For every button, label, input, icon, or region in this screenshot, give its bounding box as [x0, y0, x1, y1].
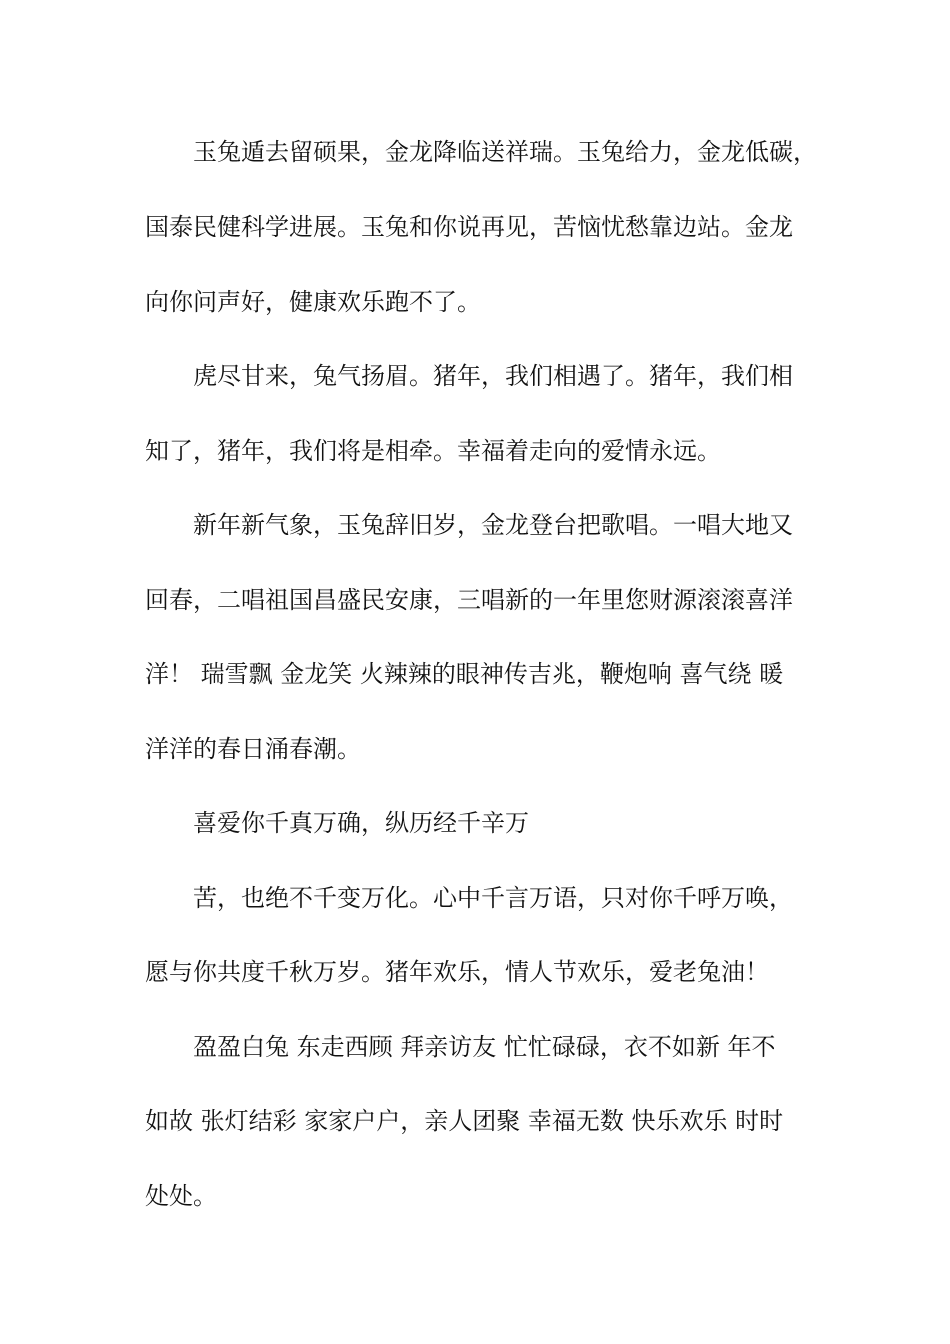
text-line-2: 国泰民健科学进展。玉兔和你说再见，苦恼忧愁靠边站。金龙	[145, 213, 793, 241]
text-line-14: 如故 张灯结彩 家家户户，亲人团聚 幸福无数 快乐欢乐 时时	[145, 1107, 784, 1135]
text-line-8: 洋！ 瑞雪飘 金龙笑 火辣辣的眼神传吉兆，鞭炮响 喜气绕 暖	[145, 660, 784, 688]
text-line-4: 虎尽甘来，兔气扬眉。猪年，我们相遇了。猪年，我们相	[193, 362, 793, 390]
text-line-13: 盈盈白兔 东走西顾 拜亲访友 忙忙碌碌，衣不如新 年不	[193, 1033, 776, 1061]
text-line-11: 苦，也绝不千变万化。心中千言万语，只对你千呼万唤，	[193, 884, 793, 912]
text-line-12: 愿与你共度千秋万岁。猪年欢乐，情人节欢乐，爱老兔油！	[145, 958, 769, 986]
text-line-3: 向你问声好，健康欢乐跑不了。	[145, 288, 481, 316]
text-line-5: 知了，猪年，我们将是相牵。幸福着走向的爱情永远。	[145, 437, 721, 465]
text-line-7: 回春，二唱祖国昌盛民安康，三唱新的一年里您财源滚滚喜洋	[145, 586, 793, 614]
text-line-10: 喜爱你千真万确，纵历经千辛万	[193, 809, 529, 837]
text-line-1: 玉兔遁去留硕果，金龙降临送祥瑞。玉兔给力，金龙低碳，	[193, 138, 817, 166]
text-line-9: 洋洋的春日涌春潮。	[145, 735, 361, 763]
text-line-6: 新年新气象，玉兔辞旧岁，金龙登台把歌唱。一唱大地又	[193, 511, 793, 539]
text-line-15: 处处。	[145, 1182, 217, 1210]
